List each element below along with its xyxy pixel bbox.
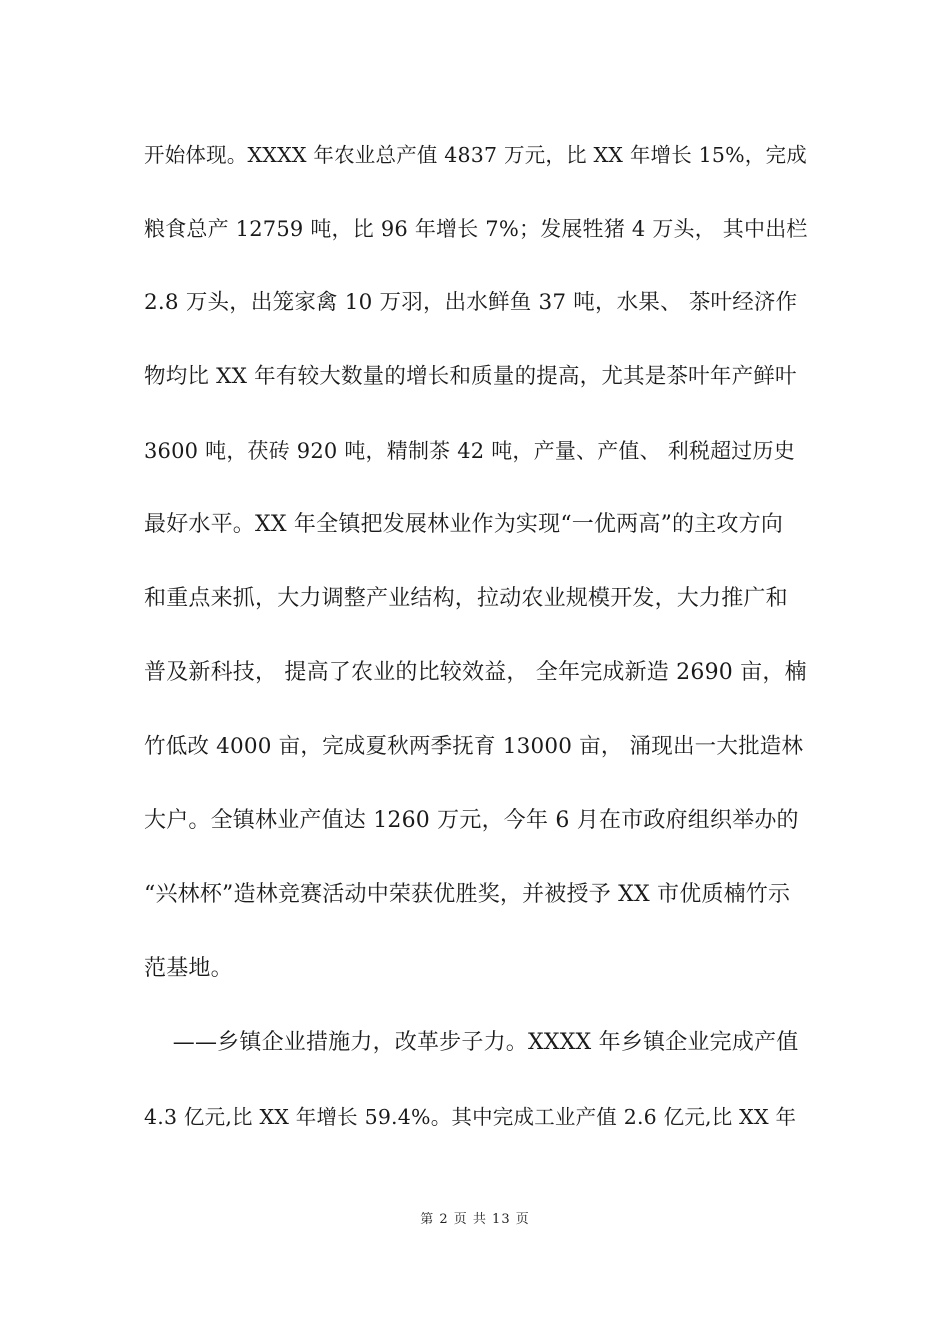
body-text-line: 最好水平。XX 年全镇把发展林业作为实现“一优两高”的主攻方向: [144, 512, 784, 537]
body-text-line: 竹低改 4000 亩，完成夏秋两季抚育 13000 亩， 涌现出一大批造林: [144, 734, 804, 759]
body-text-line: 粮食总产 12759 吨，比 96 年增长 7%；发展牲猪 4 万头， 其中出栏: [144, 217, 808, 241]
body-text-line: 物均比 XX 年有较大数量的增长和质量的提高，尤其是茶叶年产鲜叶: [144, 364, 797, 389]
body-text-line: “兴林杯”造林竞赛活动中荣获优胜奖，并被授予 XX 市优质楠竹示: [144, 882, 791, 907]
body-text-line: 2.8 万头，出笼家禽 10 万羽，出水鲜鱼 37 吨，水果、 茶叶经济作: [144, 290, 798, 315]
body-text-line: 4.3 亿元,比 XX 年增长 59.4%。其中完成工业产值 2.6 亿元,比 XX 年: [144, 1105, 797, 1129]
page-footer: 第 2 页 共 13 页: [420, 1212, 530, 1227]
body-text-line: 范基地。: [144, 956, 233, 981]
body-text-line: 普及新科技， 提高了农业的比较效益， 全年完成新造 2690 亩，楠: [144, 660, 807, 685]
body-text-line: 3600 吨，茯砖 920 吨，精制茶 42 吨，产量、产值、 利税超过历史: [144, 439, 795, 463]
body-text-line: 开始体现。XXXX 年农业总产值 4837 万元，比 XX 年增长 15%，完成: [144, 143, 807, 167]
body-text-line: 大户。全镇林业产值达 1260 万元，今年 6 月在市政府组织举办的: [144, 808, 799, 833]
body-text-line: ——乡镇企业措施力，改革步子力。XXXX 年乡镇企业完成产值: [144, 1030, 799, 1055]
body-text-line: 和重点来抓，大力调整产业结构，拉动农业规模开发，大力推广和: [144, 586, 788, 611]
